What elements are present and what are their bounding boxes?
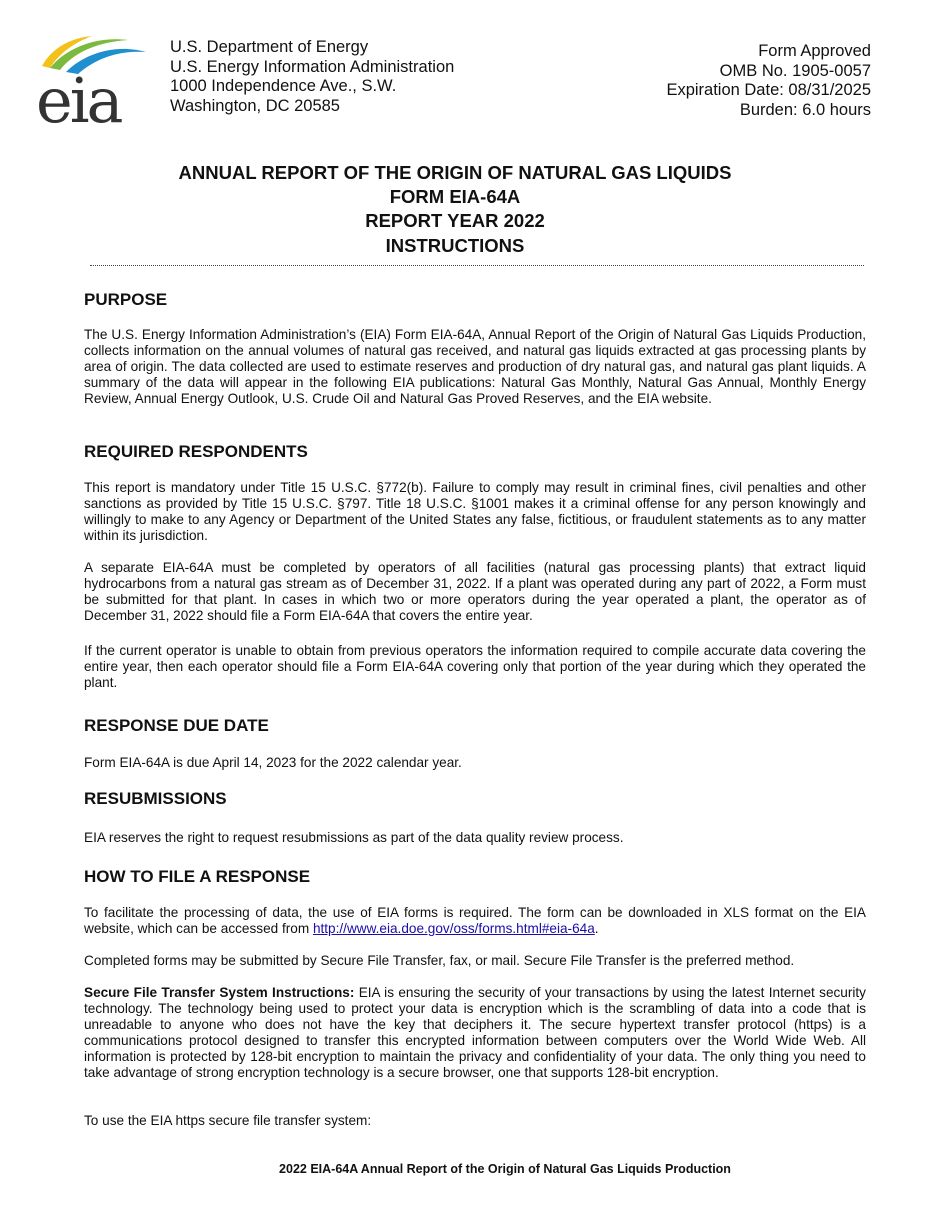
required-respondents-heading: REQUIRED RESPONDENTS (84, 442, 308, 461)
how-to-file-paragraph-4: To use the EIA https secure file transfer system: (84, 1113, 372, 1128)
agency-line: 1000 Independence Ave., S.W. (170, 77, 397, 95)
secure-file-transfer-label: Secure File Transfer System Instructions: (84, 985, 355, 1000)
approval-line: OMB No. 1905-0057 (719, 61, 871, 80)
agency-line: Washington, DC 20585 (170, 96, 340, 115)
due-date-paragraph: Form EIA-64A is due April 14, 2023 for the 2022 calendar year. (84, 755, 462, 770)
title-line: REPORT YEAR 2022 (365, 210, 545, 232)
how-to-file-heading: HOW TO FILE A RESPONSE (84, 867, 311, 886)
approval-line: Burden: 6.0 hours (739, 100, 871, 119)
agency-line: U.S. Department of Energy (170, 38, 369, 56)
document-title (0, 161, 910, 258)
dotted-divider (90, 265, 864, 266)
purpose-paragraph: The U.S. Energy Information Administration’s (EIA) Form EIA-64A, Annual Report of the Origin of Natural Gas Liquids Production, collects information on the annual volumes of natural gas received, and natural gas liquids extracted at gas processing plants by area of origin. The data collected are used to estimate reserves and production of dry natural gas, and natural gas plant liquids. A summary of the data will appear in the following EIA publications: Natural Gas Monthly, Natural Gas Annual, Monthly Energy Review, Annual Energy Outlook, U.S. Crude Oil and Natural Gas Proved Reserves, and the EIA website. (84, 327, 866, 407)
title-line: FORM EIA-64A (389, 186, 521, 208)
resubmissions-heading: RESUBMISSIONS (84, 789, 227, 808)
approval-line: Expiration Date: 08/31/2025 (666, 81, 871, 99)
how-to-file-text-end: . (594, 921, 599, 937)
respondents-paragraph-1: This report is mandatory under Title 15 U.S.C. §772(b). Failure to comply may result in criminal fines, civil penalties and other sanctions as provided by Title 15 U.S.C. §797. Title 18 U.S.C. §1001 makes it a criminal offense for any person knowingly and willingly to make to any Agency or Department of the United States any false, fictitious, or fraudulent statements as to any matter within its jurisdiction. (84, 480, 866, 544)
agency-line: U.S. Energy Information Administration (170, 57, 455, 76)
form-approval-block (666, 42, 871, 120)
title-line: INSTRUCTIONS (385, 234, 525, 256)
title-line: ANNUAL REPORT OF THE ORIGIN OF NATURAL GAS LIQUIDS (178, 162, 732, 183)
agency-address (170, 38, 454, 116)
logo-text: eia (36, 64, 121, 126)
how-to-file-text: To facilitate the processing of data, the use of EIA forms is required. The form can be downloaded in XLS format on the EIA website, which can be accessed from (84, 905, 866, 937)
respondents-paragraph-3: If the current operator is unable to obtain from previous operators the information required to compile accurate data covering the entire year, then each operator should file a Form EIA-64A covering only that portion of the year during which they operated the plant. (84, 643, 866, 691)
eia-forms-link[interactable]: http://www.eia.doe.gov/oss/forms.html#eia-64a (312, 921, 595, 937)
respondents-paragraph-2: A separate EIA-64A must be completed by operators of all facilities (natural gas processing plants) that extract liquid hydrocarbons from a natural gas stream as of December 31, 2022. If a plant was operated during any part of 2022, a Form must be submitted for that plant. In cases in which two or more operators during the year operated a plant, the operator as of December 31, 2022 should file a Form EIA-64A that covers the entire year. (84, 560, 866, 624)
eia-logo (36, 30, 148, 126)
how-to-file-paragraph-2: Completed forms may be submitted by Secure File Transfer, fax, or mail. Secure File Transfer is the preferred method. (84, 953, 795, 968)
purpose-heading: PURPOSE (84, 290, 168, 309)
response-due-date-heading: RESPONSE DUE DATE (84, 716, 269, 735)
page-footer: 2022 EIA-64A Annual Report of the Origin of Natural Gas Liquids Production (279, 1162, 731, 1176)
approval-line: Form Approved (758, 42, 871, 60)
secure-file-transfer-text: EIA is ensuring the security of your transactions by using the latest Internet security technology. The technology being used to protect your data is encryption which is the scrambling of data into a code that is unreadable to anyone who does not have the key that deciphers it. The secure hypertext transfer protocol (https) is a communications protocol designed to transfer this encrypted information between computers over the World Wide Web. All information is protected by 128-bit encryption to maintain the privacy and confidentiality of your data. The only thing you need to take advantage of strong encryption technology is a secure browser, one that supports 128-bit encryption. (84, 985, 866, 1081)
secure-file-transfer-paragraph (84, 985, 866, 1082)
resubmissions-paragraph: EIA reserves the right to request resubmissions as part of the data quality review process. (84, 830, 624, 845)
how-to-file-paragraph-1 (84, 905, 866, 937)
